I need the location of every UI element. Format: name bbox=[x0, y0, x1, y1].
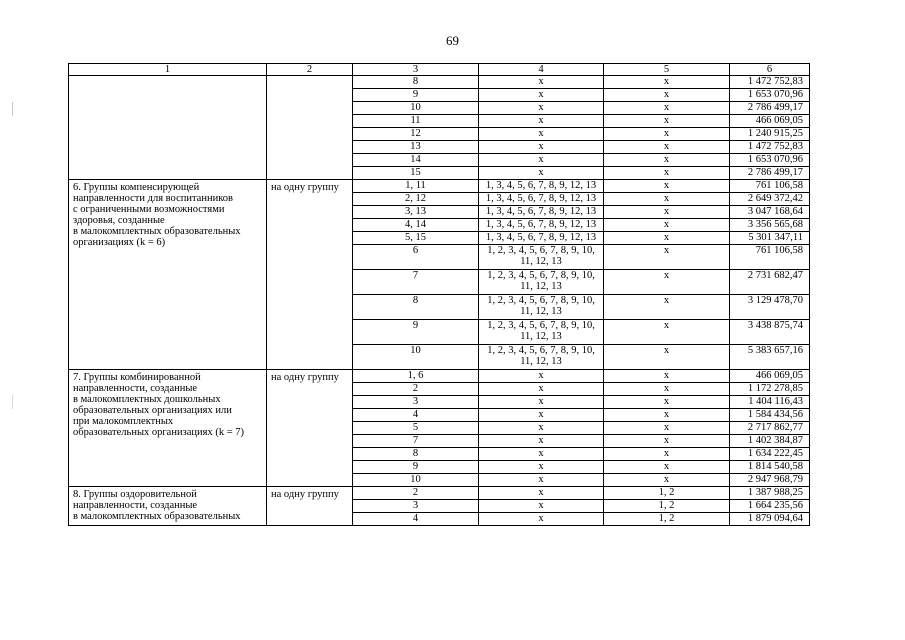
column-header-1: 1 bbox=[69, 64, 267, 76]
cell-col6: 466 069,05 bbox=[730, 370, 810, 383]
margin-scan-mark bbox=[12, 395, 13, 409]
cell-col5: x bbox=[604, 474, 730, 487]
cell-col3: 2, 12 bbox=[353, 193, 479, 206]
cell-col4: x bbox=[479, 167, 604, 180]
column-header-3: 3 bbox=[353, 64, 479, 76]
cell-col6: 3 047 168,64 bbox=[730, 206, 810, 219]
cell-col3: 8 bbox=[353, 295, 479, 320]
cell-col3: 15 bbox=[353, 167, 479, 180]
cell-col3: 3, 13 bbox=[353, 206, 479, 219]
normative-cost-table bbox=[68, 63, 810, 526]
cell-col6: 466 069,05 bbox=[730, 115, 810, 128]
cell-col6: 1 172 278,85 bbox=[730, 383, 810, 396]
cell-col4 bbox=[479, 270, 604, 295]
cell-col4: x bbox=[479, 115, 604, 128]
margin-scan-mark bbox=[12, 102, 13, 116]
cell-col4: x bbox=[479, 422, 604, 435]
group-description-line: при малокомплектных bbox=[73, 416, 174, 427]
header-row bbox=[69, 64, 810, 76]
cell-col5: x bbox=[604, 383, 730, 396]
cell-col4-line: 11, 12, 13 bbox=[520, 306, 562, 317]
cell-col6: 1 387 988,25 bbox=[730, 487, 810, 500]
cell-col4-line: 1, 2, 3, 4, 5, 6, 7, 8, 9, 10, bbox=[487, 345, 595, 356]
cell-col5: x bbox=[604, 102, 730, 115]
table-body bbox=[69, 64, 810, 526]
cell-col3: 9 bbox=[353, 320, 479, 345]
cell-col6: 1 653 070,96 bbox=[730, 89, 810, 102]
cell-col4 bbox=[479, 345, 604, 370]
cell-col6: 5 301 347,11 bbox=[730, 232, 810, 245]
cell-col3: 2 bbox=[353, 487, 479, 500]
cell-col5: 1, 2 bbox=[604, 513, 730, 526]
cell-col4: x bbox=[479, 370, 604, 383]
cell-col3: 10 bbox=[353, 345, 479, 370]
cell-col5: x bbox=[604, 245, 730, 270]
column-header-5: 5 bbox=[604, 64, 730, 76]
cell-col4-line: 11, 12, 13 bbox=[520, 356, 562, 367]
table-row bbox=[69, 487, 810, 500]
column-header-6: 6 bbox=[730, 64, 810, 76]
cell-col6: 3 356 565,68 bbox=[730, 219, 810, 232]
cell-col6: 5 383 657,16 bbox=[730, 345, 810, 370]
cell-col5: x bbox=[604, 115, 730, 128]
cell-col4: x bbox=[479, 141, 604, 154]
cell-col5: x bbox=[604, 270, 730, 295]
cell-col3: 14 bbox=[353, 154, 479, 167]
cell-col3: 8 bbox=[353, 76, 479, 89]
table-row bbox=[69, 370, 810, 383]
cell-col3: 9 bbox=[353, 461, 479, 474]
cell-col4: x bbox=[479, 154, 604, 167]
group-description bbox=[69, 370, 267, 487]
cell-col6: 2 731 682,47 bbox=[730, 270, 810, 295]
group-description-line: 6. Группы компенсирующей bbox=[73, 182, 200, 193]
cell-col4 bbox=[479, 245, 604, 270]
group-description-line: образовательных организациях или bbox=[73, 405, 232, 416]
cell-col5: x bbox=[604, 193, 730, 206]
cell-col3: 3 bbox=[353, 396, 479, 409]
cell-col4-line: 11, 12, 13 bbox=[520, 331, 562, 342]
cell-col4: 1, 3, 4, 5, 6, 7, 8, 9, 12, 13 bbox=[479, 193, 604, 206]
cell-col5: x bbox=[604, 448, 730, 461]
cell-col3: 4 bbox=[353, 409, 479, 422]
cell-col5: 1, 2 bbox=[604, 500, 730, 513]
cell-col6: 1 472 752,83 bbox=[730, 76, 810, 89]
group-description-line: в малокомплектных образовательных bbox=[73, 511, 241, 522]
cell-col4-line: 1, 2, 3, 4, 5, 6, 7, 8, 9, 10, bbox=[487, 320, 595, 331]
cell-col5: x bbox=[604, 435, 730, 448]
group-description-line: с ограниченными возможностями bbox=[73, 204, 225, 215]
cell-col6: 1 402 384,87 bbox=[730, 435, 810, 448]
column-header-4: 4 bbox=[479, 64, 604, 76]
group-description-line: направленности, созданные bbox=[73, 383, 198, 394]
group-description-line: организациях (k = 6) bbox=[73, 237, 166, 248]
cell-col3: 4 bbox=[353, 513, 479, 526]
cell-col3: 10 bbox=[353, 102, 479, 115]
cell-col4: x bbox=[479, 474, 604, 487]
group-description-line: образовательных организациях (k = 7) bbox=[73, 427, 244, 438]
cell-col5: x bbox=[604, 370, 730, 383]
cell-col4-line: 11, 12, 13 bbox=[520, 256, 562, 267]
cell-col3: 2 bbox=[353, 383, 479, 396]
cell-col6: 1 472 752,83 bbox=[730, 141, 810, 154]
cell-col4: x bbox=[479, 396, 604, 409]
cell-col3: 13 bbox=[353, 141, 479, 154]
cell-col5: x bbox=[604, 154, 730, 167]
group-description-line: в малокомплектных образовательных bbox=[73, 226, 241, 237]
page-number: 69 bbox=[446, 33, 459, 48]
cell-col6: 3 438 875,74 bbox=[730, 320, 810, 345]
cell-col4-line: 11, 12, 13 bbox=[520, 281, 562, 292]
cell-col6: 1 879 094,64 bbox=[730, 513, 810, 526]
cell-col6: 2 786 499,17 bbox=[730, 167, 810, 180]
group-description-line: направленности, созданные bbox=[73, 500, 198, 511]
cell-col4: x bbox=[479, 128, 604, 141]
cell-col3: 11 bbox=[353, 115, 479, 128]
cell-col3: 7 bbox=[353, 435, 479, 448]
cell-col4: x bbox=[479, 89, 604, 102]
table-row bbox=[69, 180, 810, 193]
group-unit bbox=[267, 76, 353, 180]
cell-col3: 4, 14 bbox=[353, 219, 479, 232]
cell-col6: 2 717 862,77 bbox=[730, 422, 810, 435]
group-description-line: 8. Группы оздоровительной bbox=[73, 489, 197, 500]
cell-col6: 2 786 499,17 bbox=[730, 102, 810, 115]
cell-col6: 1 814 540,58 bbox=[730, 461, 810, 474]
group-description bbox=[69, 180, 267, 370]
table-row bbox=[69, 76, 810, 89]
cell-col4: x bbox=[479, 102, 604, 115]
cell-col6: 2 649 372,42 bbox=[730, 193, 810, 206]
cell-col5: x bbox=[604, 180, 730, 193]
cell-col5: x bbox=[604, 89, 730, 102]
cell-col4: 1, 3, 4, 5, 6, 7, 8, 9, 12, 13 bbox=[479, 232, 604, 245]
group-unit: на одну группу bbox=[267, 180, 353, 370]
cell-col4: x bbox=[479, 409, 604, 422]
cell-col6: 1 653 070,96 bbox=[730, 154, 810, 167]
cell-col5: 1, 2 bbox=[604, 487, 730, 500]
cell-col5: x bbox=[604, 128, 730, 141]
group-description bbox=[69, 76, 267, 180]
cell-col5: x bbox=[604, 206, 730, 219]
cell-col5: x bbox=[604, 219, 730, 232]
group-description-line: в малокомплектных дошкольных bbox=[73, 394, 221, 405]
cell-col4 bbox=[479, 320, 604, 345]
cell-col3: 5, 15 bbox=[353, 232, 479, 245]
cell-col5: x bbox=[604, 461, 730, 474]
cell-col4: 1, 3, 4, 5, 6, 7, 8, 9, 12, 13 bbox=[479, 206, 604, 219]
cell-col5: x bbox=[604, 295, 730, 320]
cell-col3: 3 bbox=[353, 500, 479, 513]
column-header-2: 2 bbox=[267, 64, 353, 76]
cell-col4: x bbox=[479, 487, 604, 500]
cell-col3: 5 bbox=[353, 422, 479, 435]
cell-col3: 1, 6 bbox=[353, 370, 479, 383]
cell-col4: x bbox=[479, 500, 604, 513]
cell-col4: x bbox=[479, 513, 604, 526]
cell-col3: 8 bbox=[353, 448, 479, 461]
cell-col4: x bbox=[479, 461, 604, 474]
cell-col5: x bbox=[604, 409, 730, 422]
cell-col4-line: 1, 2, 3, 4, 5, 6, 7, 8, 9, 10, bbox=[487, 270, 595, 281]
cell-col3: 12 bbox=[353, 128, 479, 141]
group-unit: на одну группу bbox=[267, 487, 353, 526]
cell-col4: x bbox=[479, 76, 604, 89]
cell-col5: x bbox=[604, 320, 730, 345]
cell-col6: 1 664 235,56 bbox=[730, 500, 810, 513]
cell-col5: x bbox=[604, 422, 730, 435]
cell-col6: 1 240 915,25 bbox=[730, 128, 810, 141]
cell-col5: x bbox=[604, 167, 730, 180]
cell-col4: 1, 3, 4, 5, 6, 7, 8, 9, 12, 13 bbox=[479, 180, 604, 193]
cell-col6: 3 129 478,70 bbox=[730, 295, 810, 320]
cell-col4: x bbox=[479, 435, 604, 448]
cell-col3: 6 bbox=[353, 245, 479, 270]
cell-col6: 1 584 434,56 bbox=[730, 409, 810, 422]
cell-col6: 761 106,58 bbox=[730, 245, 810, 270]
cell-col5: x bbox=[604, 396, 730, 409]
cell-col5: x bbox=[604, 141, 730, 154]
cell-col5: x bbox=[604, 76, 730, 89]
cell-col3: 7 bbox=[353, 270, 479, 295]
cell-col4-line: 1, 2, 3, 4, 5, 6, 7, 8, 9, 10, bbox=[487, 295, 595, 306]
cell-col3: 9 bbox=[353, 89, 479, 102]
cell-col6: 1 634 222,45 bbox=[730, 448, 810, 461]
group-description-line: здоровья, созданные bbox=[73, 215, 165, 226]
cell-col6: 761 106,58 bbox=[730, 180, 810, 193]
cell-col3: 1, 11 bbox=[353, 180, 479, 193]
group-description-line: направленности для воспитанников bbox=[73, 193, 233, 204]
cell-col4-line: 1, 2, 3, 4, 5, 6, 7, 8, 9, 10, bbox=[487, 245, 595, 256]
cell-col5: x bbox=[604, 345, 730, 370]
cell-col5: x bbox=[604, 232, 730, 245]
cell-col4 bbox=[479, 295, 604, 320]
cell-col3: 10 bbox=[353, 474, 479, 487]
cell-col6: 2 947 968,79 bbox=[730, 474, 810, 487]
group-description bbox=[69, 487, 267, 526]
cell-col4: x bbox=[479, 383, 604, 396]
group-description-line: 7. Группы комбинированной bbox=[73, 372, 201, 383]
cell-col6: 1 404 116,43 bbox=[730, 396, 810, 409]
group-unit: на одну группу bbox=[267, 370, 353, 487]
cell-col4: 1, 3, 4, 5, 6, 7, 8, 9, 12, 13 bbox=[479, 219, 604, 232]
cell-col4: x bbox=[479, 448, 604, 461]
